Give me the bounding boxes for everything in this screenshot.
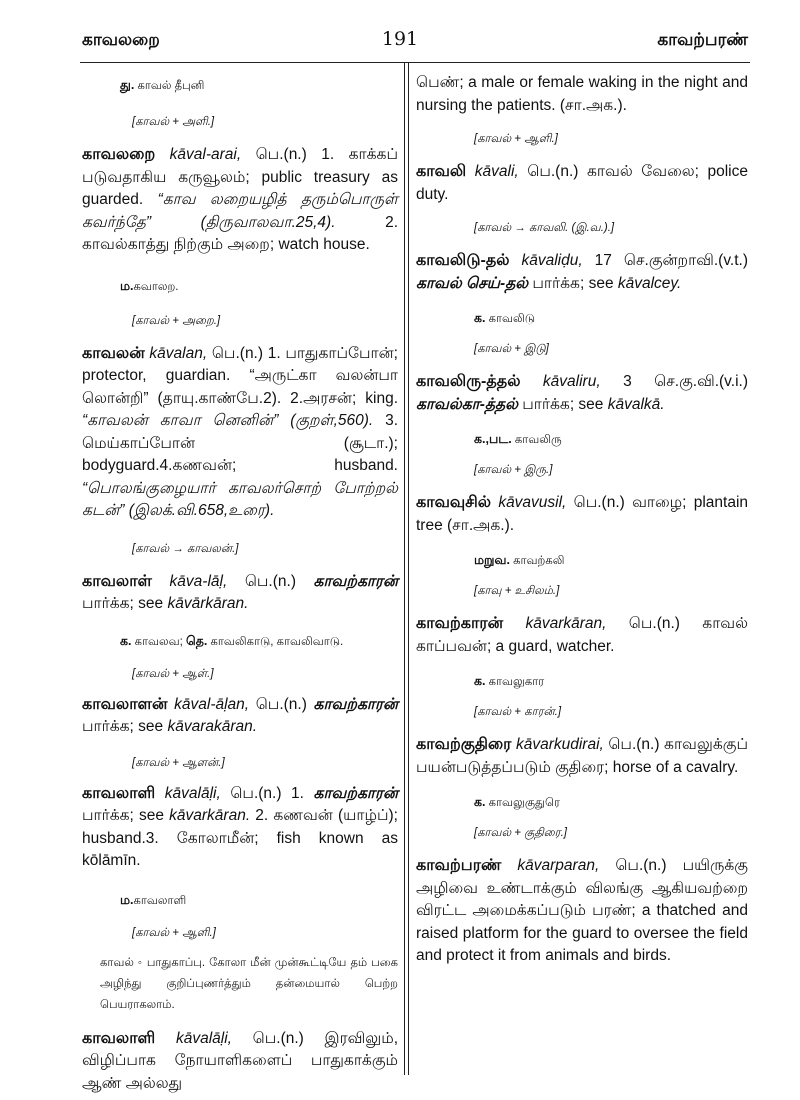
etymology-line: [காவல் + ஆளி.] bbox=[474, 133, 558, 145]
etymology-line: [காவல் + ஆளி.] bbox=[132, 926, 216, 939]
definition-text: 17 செ.குன்றாவி.(v.t.) bbox=[582, 252, 748, 269]
dictionary-entry bbox=[82, 783, 398, 873]
etymology-line: [காவல் → காவலி. (இ.வ.).] bbox=[474, 222, 615, 234]
definition-text: 2. கணவன் (யாழ்ப்); husband.3. கோலாமீன்; fish known as kōlāmīn. bbox=[82, 807, 398, 869]
running-head-left: காவலறை bbox=[82, 30, 160, 50]
cognate-text: காவல் தீபுனி bbox=[134, 80, 205, 92]
header-rule bbox=[80, 62, 750, 63]
cognate-text: காவலுகுதுரெ bbox=[485, 797, 560, 809]
cognate-text: காவலாளி bbox=[133, 894, 187, 907]
transliteration: kāval-arai, bbox=[169, 146, 242, 163]
headword: காவலாளன் bbox=[82, 695, 168, 713]
headword: காவலாள் bbox=[82, 572, 152, 590]
definition-text: பெ.(n.) பயிருக்கு அழிவை உண்டாக்கும் விலங்கு ஆகியவற்றை விரட்ட அமைக்கப்படும் பரண்; a thatched and raised platform for the guard to oversee the field and protect it from animals and birds. bbox=[416, 857, 748, 964]
cognate-lang: ம. bbox=[120, 892, 134, 907]
cognate-lang: க. bbox=[474, 795, 486, 809]
transliteration: kāvarkudirai, bbox=[515, 736, 604, 753]
dictionary-entry bbox=[416, 250, 748, 295]
dictionary-entry bbox=[416, 492, 748, 537]
definition-text: 3. மெய்காப்போன் (சூடா.); bodyguard.4.கணவன்; husband. bbox=[82, 412, 399, 474]
etymology-note: காவல் ◦ பாதுகாப்பு. கோலா மீன் முன்கூட்டியே தம் பகை அழிந்து குறிப்புணர்த்தும் தன்மையால் பெற்ற பெயராகலாம். bbox=[100, 956, 398, 1011]
dictionary-entry bbox=[82, 144, 398, 257]
dictionary-entry bbox=[416, 734, 748, 779]
etymology-line: [காவு + உசிலம்.] bbox=[474, 585, 560, 597]
headword: காவற்காரன் bbox=[416, 615, 504, 632]
definition-text: பெ.(n.) இரவிலும், விழிப்பாக நோயாளிகளைப் பாதுகாக்கும் ஆண் அல்லது bbox=[82, 1029, 398, 1092]
cognate-line bbox=[416, 795, 748, 811]
definition-text: பெ.(n.) 1. பாதுகாப்போன்; protector, guardian. “அருட்கா வலன்பா லொன்றி” (தாயு.காண்பே.2). 2.அரசன்; king. bbox=[82, 344, 398, 407]
cognate-lang: க. bbox=[474, 311, 486, 325]
definition-text: பெ.(n.) bbox=[249, 695, 314, 713]
definition-text: 2. காவல்காத்து நிற்கும் அறை; watch house. bbox=[82, 213, 398, 253]
definition-text: பார்க்க; see bbox=[82, 595, 168, 612]
etymology-line: [காவல் + அறை.] bbox=[132, 314, 221, 327]
definition-text: பெ.(n.) bbox=[227, 572, 314, 590]
definition-text: பெ.(n.) காவல் காப்பவன்; a guard, watcher. bbox=[416, 615, 748, 655]
headword: காவலாளி bbox=[82, 1029, 156, 1047]
cognate-lang: மறுவ. bbox=[474, 553, 510, 567]
cognate-lang: ம. bbox=[120, 278, 134, 293]
cognate-lang: க. bbox=[120, 633, 132, 648]
transliteration: kāvalāḷi, bbox=[164, 784, 221, 802]
etymology-line: [காவல் + காரன்.] bbox=[474, 706, 562, 718]
dictionary-entry bbox=[416, 371, 748, 416]
transliteration: kāvavusil, bbox=[498, 494, 567, 511]
headword: காவலிரு-த்தல் bbox=[416, 373, 521, 390]
citation: “காவலன் காவா னெனின்” (குறள்,560). bbox=[82, 412, 374, 429]
transliteration: kāvalāḷi, bbox=[175, 1029, 232, 1047]
definition-text: 3 செ.கு.வி.(v.i.) bbox=[600, 373, 748, 390]
headword: காவவுசில் bbox=[416, 494, 492, 511]
transliteration: kāvali, bbox=[474, 163, 519, 180]
cross-reference-transliteration: kāvarakāran. bbox=[167, 718, 258, 735]
cognate-line bbox=[82, 78, 398, 94]
transliteration: kāva-lāḷ, bbox=[169, 572, 228, 590]
transliteration: kāvarparan, bbox=[517, 857, 600, 874]
cognate-text: காவலவ; bbox=[131, 635, 186, 648]
headword: காவலாளி bbox=[82, 784, 156, 802]
dictionary-entry bbox=[416, 161, 748, 206]
dictionary-entry bbox=[82, 571, 398, 616]
definition-text: பார்க்க; see bbox=[517, 395, 608, 413]
cross-reference-transliteration: kāvalcey. bbox=[617, 274, 682, 292]
headword: காவற்குதிரை bbox=[416, 736, 512, 753]
running-head-right: காவற்பரண் bbox=[657, 30, 748, 50]
column-divider bbox=[404, 63, 405, 1075]
headword: காவலன் bbox=[82, 344, 145, 362]
definition-text: பெ.(n.) 1. bbox=[220, 784, 314, 802]
definition-text: பெ.(n.) காவலுக்குப் பயன்படுத்தப்படும் குதிரை; horse of a cavalry. bbox=[416, 736, 748, 776]
headword: காவலி bbox=[416, 163, 467, 180]
cognate-text: கவாலற. bbox=[133, 280, 179, 293]
cross-reference[interactable]: காவல் செய்-தல் bbox=[416, 274, 529, 292]
cognate-text: காவலுகார bbox=[485, 676, 545, 688]
cognate-text: காவலிரு bbox=[511, 434, 562, 446]
dictionary-entry bbox=[416, 855, 748, 968]
etymology-line: [காவல் + குதிரை.] bbox=[474, 827, 568, 839]
definition-text: பெ.(n.) 1. காக்கப் படுவதாகிய கருவூலம்; public treasury as guarded. bbox=[82, 146, 398, 208]
dictionary-entry bbox=[82, 1028, 398, 1096]
headword: காவற்பரண் bbox=[416, 857, 502, 874]
continued-entry: பெண்; a male or female waking in the night and nursing the patients. (சா.அக.). bbox=[416, 74, 748, 114]
cognate-line bbox=[416, 553, 748, 569]
cross-reference[interactable]: காவற்காரன் bbox=[313, 572, 398, 590]
cross-reference-transliteration: kāvārkāran. bbox=[167, 595, 249, 612]
dictionary-entry bbox=[416, 613, 748, 658]
cognate-line bbox=[416, 432, 748, 448]
cognate-text: காவலிகாடு, காவலிவாடு. bbox=[207, 635, 344, 648]
cognate-line bbox=[82, 893, 398, 909]
headword: காவலிடு-தல் bbox=[416, 252, 510, 269]
cognate-lang: க. bbox=[474, 674, 486, 688]
cognate-line bbox=[82, 279, 398, 295]
cognate-line bbox=[416, 674, 748, 690]
column-divider-inner bbox=[408, 63, 409, 1075]
definition-text: பெ.(n.) வாழை; plantain tree (சா.அக.). bbox=[416, 494, 749, 534]
transliteration: kāvaliḍu, bbox=[521, 252, 583, 269]
headword: காவலறை bbox=[82, 146, 156, 163]
left-column bbox=[82, 72, 398, 1095]
cross-reference[interactable]: காவல்கா-த்தல் bbox=[416, 395, 518, 413]
definition-text: பெ.(n.) காவல் வேலை; police duty. bbox=[416, 163, 748, 203]
transliteration: kāval-āḷan, bbox=[174, 695, 250, 713]
dictionary-entry bbox=[82, 694, 398, 739]
etymology-line: [காவல் → காவலன்.] bbox=[132, 542, 239, 555]
cross-reference-transliteration: kāvarkāran. bbox=[169, 807, 251, 824]
cognate-lang: து. bbox=[120, 78, 135, 92]
etymology-line: [காவல் + ஆள்.] bbox=[132, 667, 214, 680]
cognate-lang: க.,பட. bbox=[474, 432, 512, 446]
cognate-lang: தெ. bbox=[185, 633, 208, 648]
cognate-line bbox=[82, 634, 398, 650]
cross-reference-transliteration: kāvalkā. bbox=[607, 395, 665, 413]
definition-text: பார்க்க; see bbox=[82, 807, 170, 824]
citation: “காவ லறையழித் தரும்பொருள் கவர்ந்தே” (திருவாலவா.25,4). bbox=[82, 191, 398, 231]
cognate-text: காவலிடு bbox=[485, 313, 536, 325]
cognate-line bbox=[416, 311, 748, 327]
right-column bbox=[416, 72, 748, 968]
definition-text: பார்க்க; see bbox=[82, 718, 168, 735]
etymology-line: [காவல் + ஆளன்.] bbox=[132, 756, 225, 769]
citation: “பொலங்குழையார் காவலர்சொற் போற்றல் கடன்” (இலக்.வி.658,உரை). bbox=[82, 479, 398, 519]
cross-reference[interactable]: காவற்காரன் bbox=[313, 784, 398, 802]
transliteration: kāvarkāran, bbox=[525, 615, 607, 632]
dictionary-entry bbox=[82, 343, 398, 523]
cognate-text: காவற்கலி bbox=[509, 555, 565, 567]
definition-text: பார்க்க; see bbox=[528, 274, 618, 292]
page-number: 191 bbox=[381, 28, 419, 50]
transliteration: kāvalan, bbox=[149, 344, 208, 362]
cross-reference[interactable]: காவற்காரன் bbox=[313, 695, 398, 713]
etymology-line: [காவல் + அளி.] bbox=[132, 116, 215, 128]
etymology-line: [காவல் + இரு.] bbox=[474, 464, 553, 476]
transliteration: kāvaliru, bbox=[542, 373, 601, 390]
etymology-line: [காவல் + இடு] bbox=[474, 343, 549, 355]
